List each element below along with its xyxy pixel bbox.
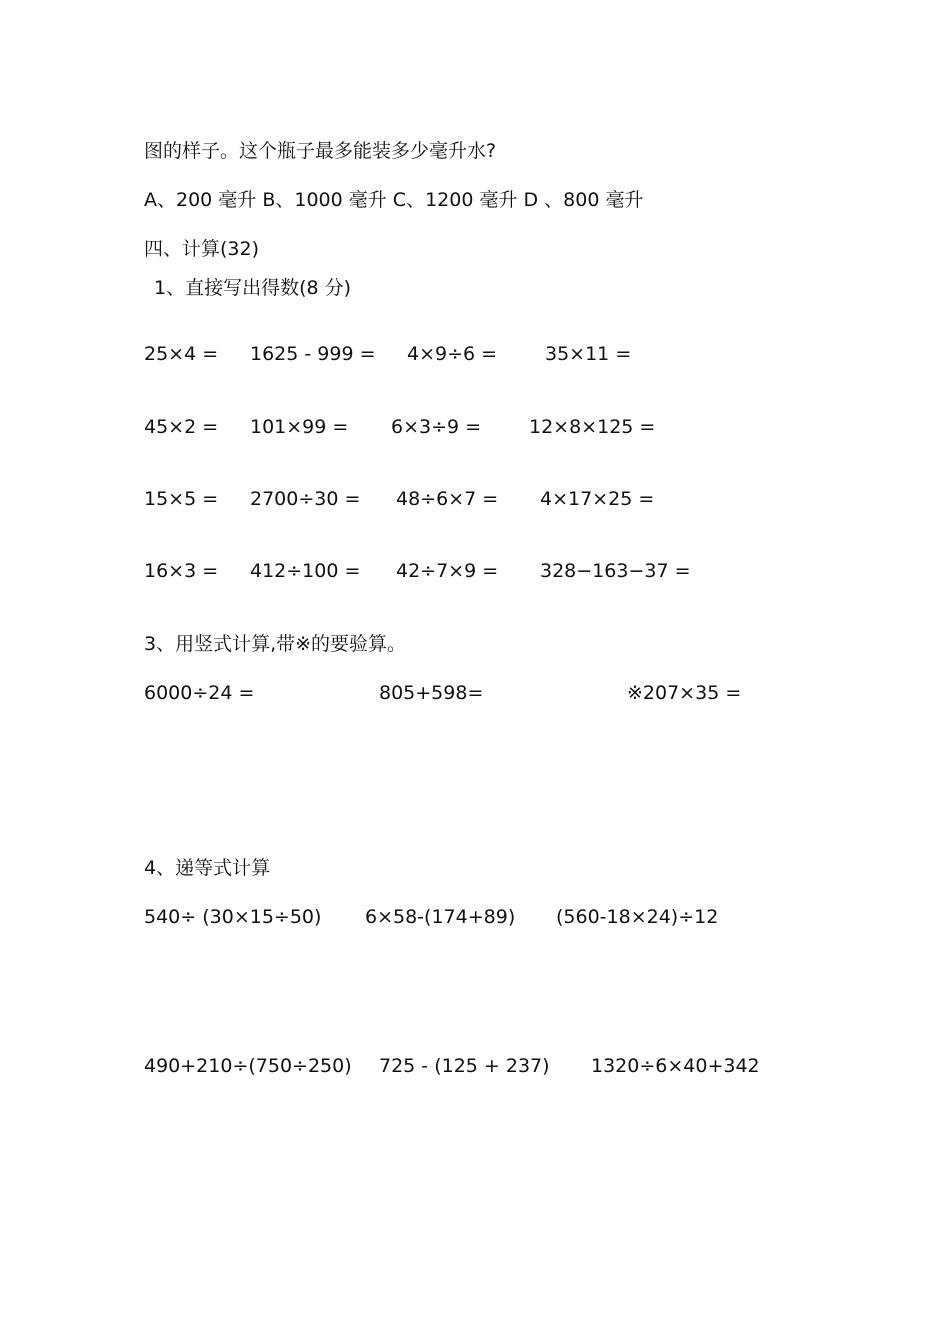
part-3-title: 3、用竖式计算,带※的要验算。	[144, 633, 407, 655]
section-4-title: 四、计算(32)	[144, 238, 260, 260]
step-calc-item: 6×58-(174+89)	[365, 906, 516, 928]
oral-calc-item: 328−163−37 =	[540, 560, 691, 582]
answer-choices: A、200 毫升 B、1000 毫升 C、1200 毫升 D 、800 毫升	[144, 189, 644, 211]
vertical-calc-item: 805+598=	[379, 682, 484, 704]
vertical-calc-item: 6000÷24 =	[144, 682, 255, 704]
oral-calc-item: 15×5 =	[144, 488, 219, 510]
oral-calc-item: 42÷7×9 =	[396, 560, 499, 582]
vertical-calc-item: ※207×35 =	[627, 682, 742, 704]
step-calc-item: 490+210÷(750÷250)	[144, 1055, 352, 1077]
step-calc-item: 1320÷6×40+342	[591, 1055, 760, 1077]
oral-calc-item: 16×3 =	[144, 560, 219, 582]
oral-calc-item: 4×9÷6 =	[407, 343, 498, 365]
part-4-title: 4、递等式计算	[144, 857, 271, 879]
oral-calc-item: 4×17×25 =	[540, 488, 655, 510]
step-calc-item: 540÷ (30×15÷50)	[144, 906, 322, 928]
oral-calc-item: 45×2 =	[144, 416, 219, 438]
oral-calc-item: 101×99 =	[250, 416, 349, 438]
oral-calc-item: 2700÷30 =	[250, 488, 361, 510]
oral-calc-item: 35×11 =	[545, 343, 632, 365]
oral-calc-item: 412÷100 =	[250, 560, 361, 582]
oral-calc-item: 12×8×125 =	[529, 416, 656, 438]
part-1-title: 1、直接写出得数(8 分)	[154, 277, 352, 299]
oral-calc-item: 1625 - 999 =	[250, 343, 376, 365]
step-calc-item: 725 - (125 + 237)	[379, 1055, 550, 1077]
oral-calc-item: 6×3÷9 =	[391, 416, 482, 438]
oral-calc-item: 25×4 =	[144, 343, 219, 365]
question-tail-text: 图的样子。这个瓶子最多能装多少毫升水?	[144, 140, 497, 162]
oral-calc-item: 48÷6×7 =	[396, 488, 499, 510]
step-calc-item: (560-18×24)÷12	[556, 906, 719, 928]
